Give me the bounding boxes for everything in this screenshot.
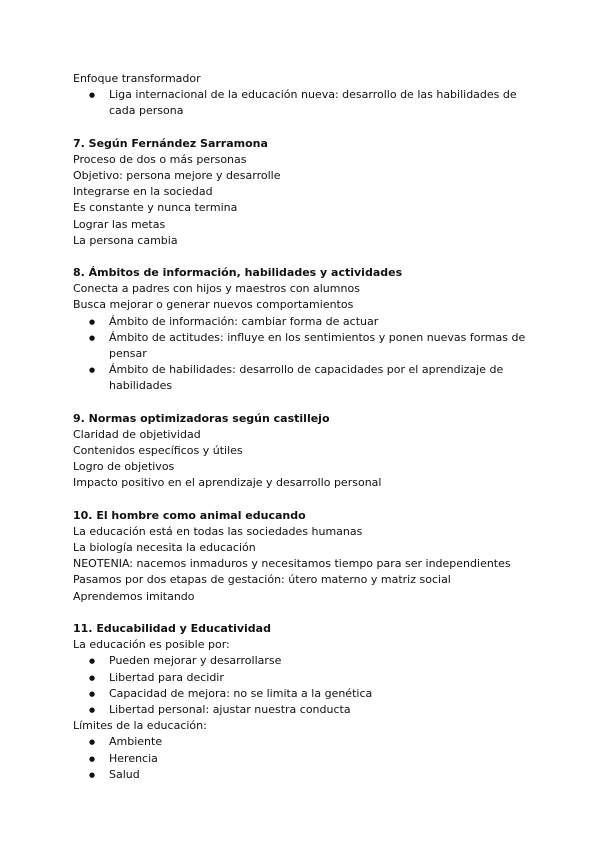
- text-line: Aprendemos imitando: [73, 589, 195, 603]
- text-line: La persona cambia: [73, 233, 178, 247]
- text-line: La educación está en todas las sociedades humanas: [73, 524, 363, 538]
- section-11-heading: 11. Educabilidad y Educatividad: [73, 621, 271, 635]
- list-item: ● Herencia: [73, 751, 533, 767]
- text-line: Lograr las metas: [73, 217, 166, 231]
- list-item: ● Ámbito de actitudes: influye en los sentimientos y ponen nuevas formas de pensar: [73, 330, 533, 362]
- text-line: Integrarse en la sociedad: [73, 185, 213, 199]
- text-line: Contenidos específicos y útiles: [73, 444, 243, 458]
- section-11-list-2: [73, 734, 533, 783]
- text-line: Logro de objetivos: [73, 460, 175, 474]
- text-line: La biología necesita la educación: [73, 541, 256, 555]
- section-9-heading: 9. Normas optimizadoras según castillejo: [73, 411, 330, 425]
- text-line: Busca mejorar o generar nuevos comportamientos: [73, 298, 354, 312]
- list-item: ● Salud: [73, 767, 533, 783]
- section-10-heading: 10. El hombre como animal educando: [73, 508, 306, 522]
- section-8-list: [73, 314, 533, 395]
- text-line: Claridad de objetividad: [73, 427, 201, 441]
- text-line: Objetivo: persona mejore y desarrolle: [73, 169, 281, 183]
- list-item: ● Ambiente: [73, 734, 533, 750]
- text-line: Es constante y nunca termina: [73, 201, 238, 215]
- list-item: ● Ámbito de información: cambiar forma de actuar: [73, 314, 533, 330]
- list-item: ● Libertad personal: ajustar nuestra conducta: [73, 702, 533, 718]
- list-item: ● Libertad para decidir: [73, 670, 533, 686]
- section-11-intro: La educación es posible por:: [73, 638, 230, 652]
- list-item: ● Capacidad de mejora: no se limita a la genética: [73, 686, 533, 702]
- section-7-heading: 7. Según Fernández Sarramona: [73, 136, 268, 150]
- section-11-intro-2: Límites de la educación:: [73, 719, 207, 733]
- section-6-list: [73, 87, 533, 119]
- text-line: Pasamos por dos etapas de gestación: útero materno y matriz social: [73, 573, 451, 587]
- list-item: ● Pueden mejorar y desarrollarse: [73, 653, 533, 669]
- document-content: [73, 71, 533, 783]
- text-line: Proceso de dos o más personas: [73, 152, 247, 166]
- section-6-intro: Enfoque transformador: [73, 72, 201, 85]
- section-11-list: [73, 653, 533, 718]
- section-8-heading: 8. Ámbitos de información, habilidades y actividades: [73, 266, 403, 280]
- text-line: Conecta a padres con hijos y maestros con alumnos: [73, 282, 360, 296]
- list-item: ● Liga internacional de la educación nueva: desarrollo de las habilidades de cada persona: [73, 87, 533, 119]
- text-line: Impacto positivo en el aprendizaje y desarrollo personal: [73, 476, 382, 490]
- text-line: NEOTENIA: nacemos inmaduros y necesitamos tiempo para ser independientes: [73, 557, 511, 571]
- list-item: ● Ámbito de habilidades: desarrollo de capacidades por el aprendizaje de habilidades: [73, 362, 533, 394]
